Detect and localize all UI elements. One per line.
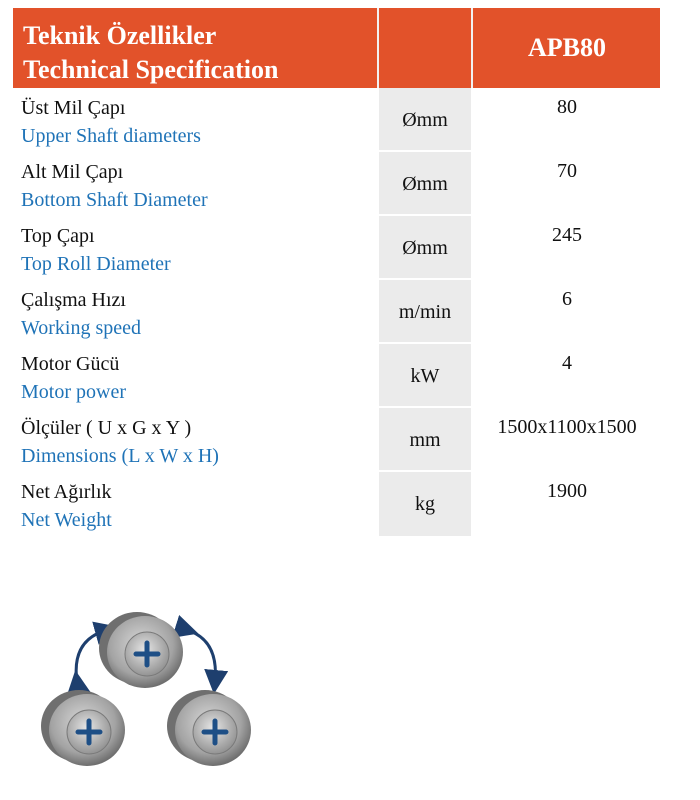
spec-row-motor-power bbox=[13, 344, 660, 408]
row-label-en: Top Roll Diameter bbox=[21, 253, 171, 275]
row-value: 1500x1100x1500 bbox=[497, 416, 637, 438]
row-unit: Ømm bbox=[379, 88, 471, 152]
header-divider bbox=[377, 8, 379, 88]
row-label-tr: Üst Mil Çapı bbox=[21, 97, 126, 119]
row-unit: mm bbox=[379, 408, 471, 472]
row-unit: kg bbox=[379, 472, 471, 536]
row-value: 70 bbox=[557, 160, 577, 182]
spec-row-dimensions bbox=[13, 408, 660, 472]
row-unit: m/min bbox=[379, 280, 471, 344]
row-label-tr: Alt Mil Çapı bbox=[21, 161, 124, 183]
model-name: APB80 bbox=[528, 33, 606, 62]
row-unit: Ømm bbox=[379, 152, 471, 216]
spec-row-net-weight bbox=[13, 472, 660, 536]
row-label-tr: Net Ağırlık bbox=[21, 481, 112, 503]
spec-table-header bbox=[13, 8, 660, 88]
header-title bbox=[23, 19, 278, 87]
spec-row-top-roll bbox=[13, 216, 660, 280]
header-title-tr: Teknik Özellikler bbox=[23, 21, 217, 50]
row-label-en: Dimensions (L x W x H) bbox=[21, 445, 219, 467]
row-label-en: Bottom Shaft Diameter bbox=[21, 189, 208, 211]
three-roll-bending-icon bbox=[25, 600, 265, 780]
row-value: 6 bbox=[562, 288, 572, 310]
row-unit: kW bbox=[379, 344, 471, 408]
row-unit: Ømm bbox=[379, 216, 471, 280]
spec-table bbox=[13, 8, 660, 536]
top-roll bbox=[99, 612, 183, 688]
row-label-tr: Motor Gücü bbox=[21, 353, 120, 375]
row-label-tr: Çalışma Hızı bbox=[21, 289, 126, 311]
row-label-tr: Top Çapı bbox=[21, 225, 95, 247]
bottom-left-roll bbox=[41, 690, 125, 766]
row-label-en: Net Weight bbox=[21, 509, 112, 531]
spec-row-upper-shaft bbox=[13, 88, 660, 152]
row-value: 4 bbox=[562, 352, 572, 374]
row-label-en: Working speed bbox=[21, 317, 142, 339]
row-label-en: Motor power bbox=[21, 381, 126, 403]
header-title-en: Technical Specification bbox=[23, 55, 279, 84]
header-divider bbox=[471, 8, 473, 88]
rotation-arrow-right bbox=[187, 630, 215, 682]
row-value: 1900 bbox=[547, 480, 587, 502]
row-value: 245 bbox=[552, 224, 582, 246]
row-label-tr: Ölçüler ( U x G x Y ) bbox=[21, 417, 192, 439]
row-value: 80 bbox=[557, 96, 577, 118]
spec-row-bottom-shaft bbox=[13, 152, 660, 216]
row-label-en: Upper Shaft diameters bbox=[21, 125, 201, 147]
spec-row-working-speed bbox=[13, 280, 660, 344]
bottom-right-roll bbox=[167, 690, 251, 766]
